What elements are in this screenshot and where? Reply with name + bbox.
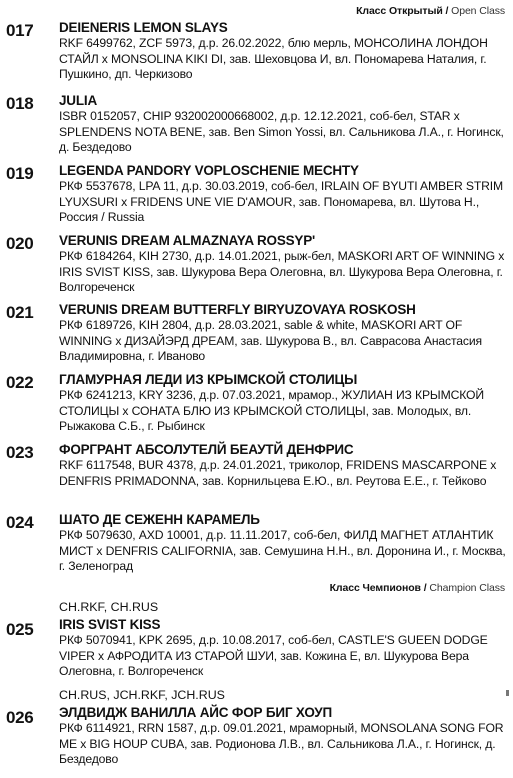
dog-name: IRIS SVIST KISS <box>59 617 161 632</box>
entry-body <box>59 233 507 296</box>
dog-name: ГЛАМУРНАЯ ЛЕДИ ИЗ КРЫМСКОЙ СТОЛИЦЫ <box>59 372 358 387</box>
entry-titles-026: CH.RUS, JCH.RKF, JCH.RUS <box>59 688 225 702</box>
entry-body <box>59 705 507 768</box>
dog-details: RKF 6117548, BUR 4378, д.р. 24.01.2021, триколор, FRIDENS MASCARPONE x DENFRIS PRIMADONNA, зав. Корнильцева Е.Ю., вл. Реутова Е.Е., г. Тейково <box>59 458 497 488</box>
dog-details: РКФ 5537678, LPA 11, д.р. 30.03.2019, соб-бел, IRLAIN OF BYUTI AMBER STRIM LYUXSURI x FRIDENS UNE VIE D'AMOUR, зав. Пономарева, вл. Шутова Н., Россия / Russia <box>59 179 504 225</box>
open-class-en: Open Class <box>451 5 505 17</box>
entry-number: 025 <box>6 620 34 639</box>
entry-body <box>59 372 507 435</box>
entry-number: 024 <box>6 513 34 532</box>
champion-class-ru: Класс Чемпионов <box>329 582 421 594</box>
entry-body <box>59 512 507 575</box>
dog-name: VERUNIS DREAM ALMAZNAYA ROSSYP' <box>59 233 316 248</box>
entry-body <box>59 617 507 680</box>
open-class-ru: Класс Открытый <box>356 5 443 17</box>
champion-class-en: Champion Class <box>429 582 505 594</box>
dog-name: LEGENDA PANDORY VOPLOSCHENIE MECHTY <box>59 163 359 178</box>
entry-number: 019 <box>6 164 34 183</box>
dog-name: DEIENERIS LEMON SLAYS <box>59 20 228 35</box>
entry-body <box>59 93 507 156</box>
entry-number: 017 <box>6 21 34 40</box>
dog-details: ISBR 0152057, CHIP 932002000668002, д.р. 12.12.2021, соб-бел, STAR x SPLENDENS NOTA BENE, зав. Ben Simon Yossi, вл. Сальникова Л.А., г. Ногинск, д. Бездедово <box>59 109 504 155</box>
dog-details: РКФ 6189726, KIH 2804, д.р. 28.03.2021, sable & white, MASKORI ART OF WINNING x ДИЗАЙЭРД ДРЕАМ, зав. Шукурова В., вл. Саврасова Анастасия Владимировна, г. Иваново <box>59 318 482 364</box>
entry-number: 021 <box>6 303 34 322</box>
dog-details: RKF 6499762, ZCF 5973, д.р. 26.02.2022, блю мерль, МОНСОЛИНА ЛОНДОН СТАЙЛ x MONSOLINA KIKI DI, зав. Шеховцова И, вл. Пономарева Наталия, г. Пушкино, дп. Черкизово <box>59 36 488 82</box>
dog-details: РКФ 6184264, KIH 2730, д.р. 14.01.2021, рыж-бел, MASKORI ART OF WINNING x IRIS SVIST KISS, зав. Шукурова Вера Олеговна, вл. Шукурова Вера Олеговна, г. Волгореченск <box>59 249 505 295</box>
dog-name: ФОРГРАНТ АБСОЛУТЕЛЙ БЕАУТЙ ДЕНФРИС <box>59 442 354 457</box>
entry-number: 023 <box>6 443 34 462</box>
dog-name: JULIA <box>59 93 98 108</box>
entry-body <box>59 442 507 489</box>
entry-body <box>59 302 507 365</box>
dog-details: РКФ 5079630, AXD 10001, д.р. 11.11.2017, соб-бел, ФИЛД МАГНЕТ АТЛАНТИК МИСТ x DENFRIS CALIFORNIA, зав. Семушина Н.Н., вл. Доронина И., г. Москва, г. Зеленоград <box>59 528 506 574</box>
margin-mark <box>506 690 509 696</box>
entry-number: 020 <box>6 234 34 253</box>
dog-name: ШАТО ДЕ СЕЖЕНН КАРАМЕЛЬ <box>59 512 260 527</box>
entry-number: 022 <box>6 373 34 392</box>
champion-class-separator: / <box>420 582 430 594</box>
entry-titles-025: CH.RKF, CH.RUS <box>59 600 159 614</box>
entry-body <box>59 20 507 83</box>
dog-name: VERUNIS DREAM BUTTERFLY BIRYUZOVAYA ROSKOSH <box>59 302 416 317</box>
dog-name: ЭЛДВИДЖ ВАНИЛЛА АЙС ФОР БИГ ХОУП <box>59 705 332 720</box>
open-class-separator: / <box>442 5 452 17</box>
entry-number: 018 <box>6 94 34 113</box>
champion-class-header <box>330 582 505 594</box>
open-class-header <box>356 5 505 17</box>
dog-details: РКФ 6241213, KRY 3236, д.р. 07.03.2021, мрамор., ЖУЛИАН ИЗ КРЫМСКОЙ СТОЛИЦЫ x СОНАТА БЛЮ ИЗ КРЫМСКОЙ СТОЛИЦЫ, зав. Молодых, вл. Рыжакова С.Б., г. Рыбинск <box>59 388 484 434</box>
dog-details: РКФ 5070941, KPK 2695, д.р. 10.08.2017, соб-бел, CASTLE'S GUEEN DODGE VIPER x АФРОДИТА ИЗ СТАРОЙ ШУИ, зав. Кожина Е, вл. Шукурова Вера Олеговна, г. Волгореченск <box>59 633 488 679</box>
dog-details: РКФ 6114921, RRN 1587, д.р. 09.01.2021, мраморный, MONSOLANA SONG FOR ME x BIG HOUP CUBA, зав. Родионова Л.В., вл. Сальникова Л.А., г. Ногинск, д. Бездедово <box>59 721 504 767</box>
entry-body <box>59 163 507 226</box>
entry-number: 026 <box>6 708 34 727</box>
